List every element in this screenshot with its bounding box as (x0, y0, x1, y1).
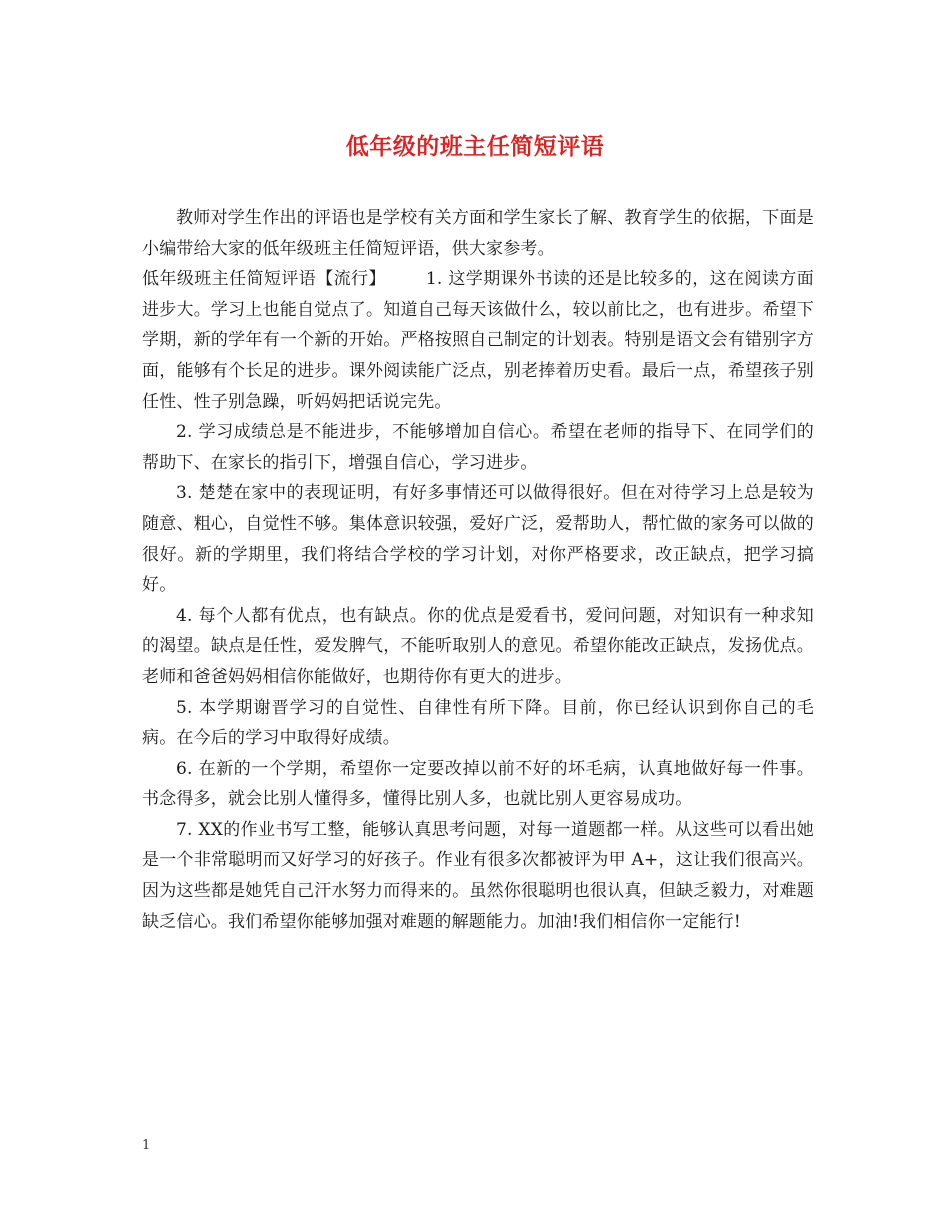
comment-5: 5. 本学期谢晋学习的自觉性、自律性有所下降。目前，你已经认识到你自己的毛病。在今后的学习中取得好成绩。 (142, 697, 814, 749)
comment-4: 4. 每个人都有优点，也有缺点。你的优点是爱看书，爱问问题，对知识有一种求知的渴望。缺点是任性，爱发脾气，不能听取别人的意见。希望你能改正缺点，发扬优点。老师和爸爸妈妈相信你能做好，也期待你有更大的进步。 (142, 605, 814, 687)
comment-1: 1. 这学期课外书读的还是比较多的，这在阅读方面进步大。学习上也能自觉点了。知道自己每天该做什么，较以前比之，也有进步。希望下学期，新的学年有一个新的开始。严格按照自己制定的计划表。特别是语文会有错别字方面，能够有个长足的进步。课外阅读能广泛点，别老捧着历史看。最后一点，希望孩子别任性、性子别急躁，听妈妈把话说完先。 (142, 269, 814, 412)
comment-2: 2. 学习成绩总是不能进步，不能够增加自信心。希望在老师的指导下、在同学们的帮助下、在家长的指引下，增强自信心，学习进步。 (142, 422, 814, 473)
first-comment-paragraph (142, 264, 814, 417)
comment-6: 6. 在新的一个学期，希望你一定要改掉以前不好的坏毛病，认真地做好每一件事。书念得多，就会比别人懂得多，懂得比别人多，也就比别人更容易成功。 (142, 758, 814, 810)
document-body (142, 203, 814, 937)
page-title: 低年级的班主任简短评语 (345, 133, 605, 160)
comment-3: 3. 楚楚在家中的表现证明，有好多事情还可以做得很好。但在对待学习上总是较为随意、粗心，自觉性不够。集体意识较强，爱好广泛，爱帮助人，帮忙做的家务可以做的很好。新的学期里，我们将结合学校的学习计划，对你严格要求，改正缺点，把学习搞好。 (142, 483, 814, 596)
comment-7: 7. XX的作业书写工整，能够认真思考问题，对每一道题都一样。从这些可以看出她是一个非常聪明而又好学习的好孩子。作业有很多次都被评为甲 A+，这让我们很高兴。因为这些都是她凭自己汗水努力而得来的。虽然你很聪明也很认真，但缺乏毅力，对难题缺乏信心。我们希望你能够加强对难题的解题能力。加油!我们相信你一定能行! (142, 819, 814, 932)
page-number: 1 (142, 1138, 151, 1153)
section-heading: 低年级班主任简短评语【流行】 (142, 269, 386, 290)
intro-paragraph: 教师对学生作出的评语也是学校有关方面和学生家长了解、教育学生的依据，下面是小编带给大家的低年级班主任简短评语，供大家参考。 (142, 208, 814, 259)
